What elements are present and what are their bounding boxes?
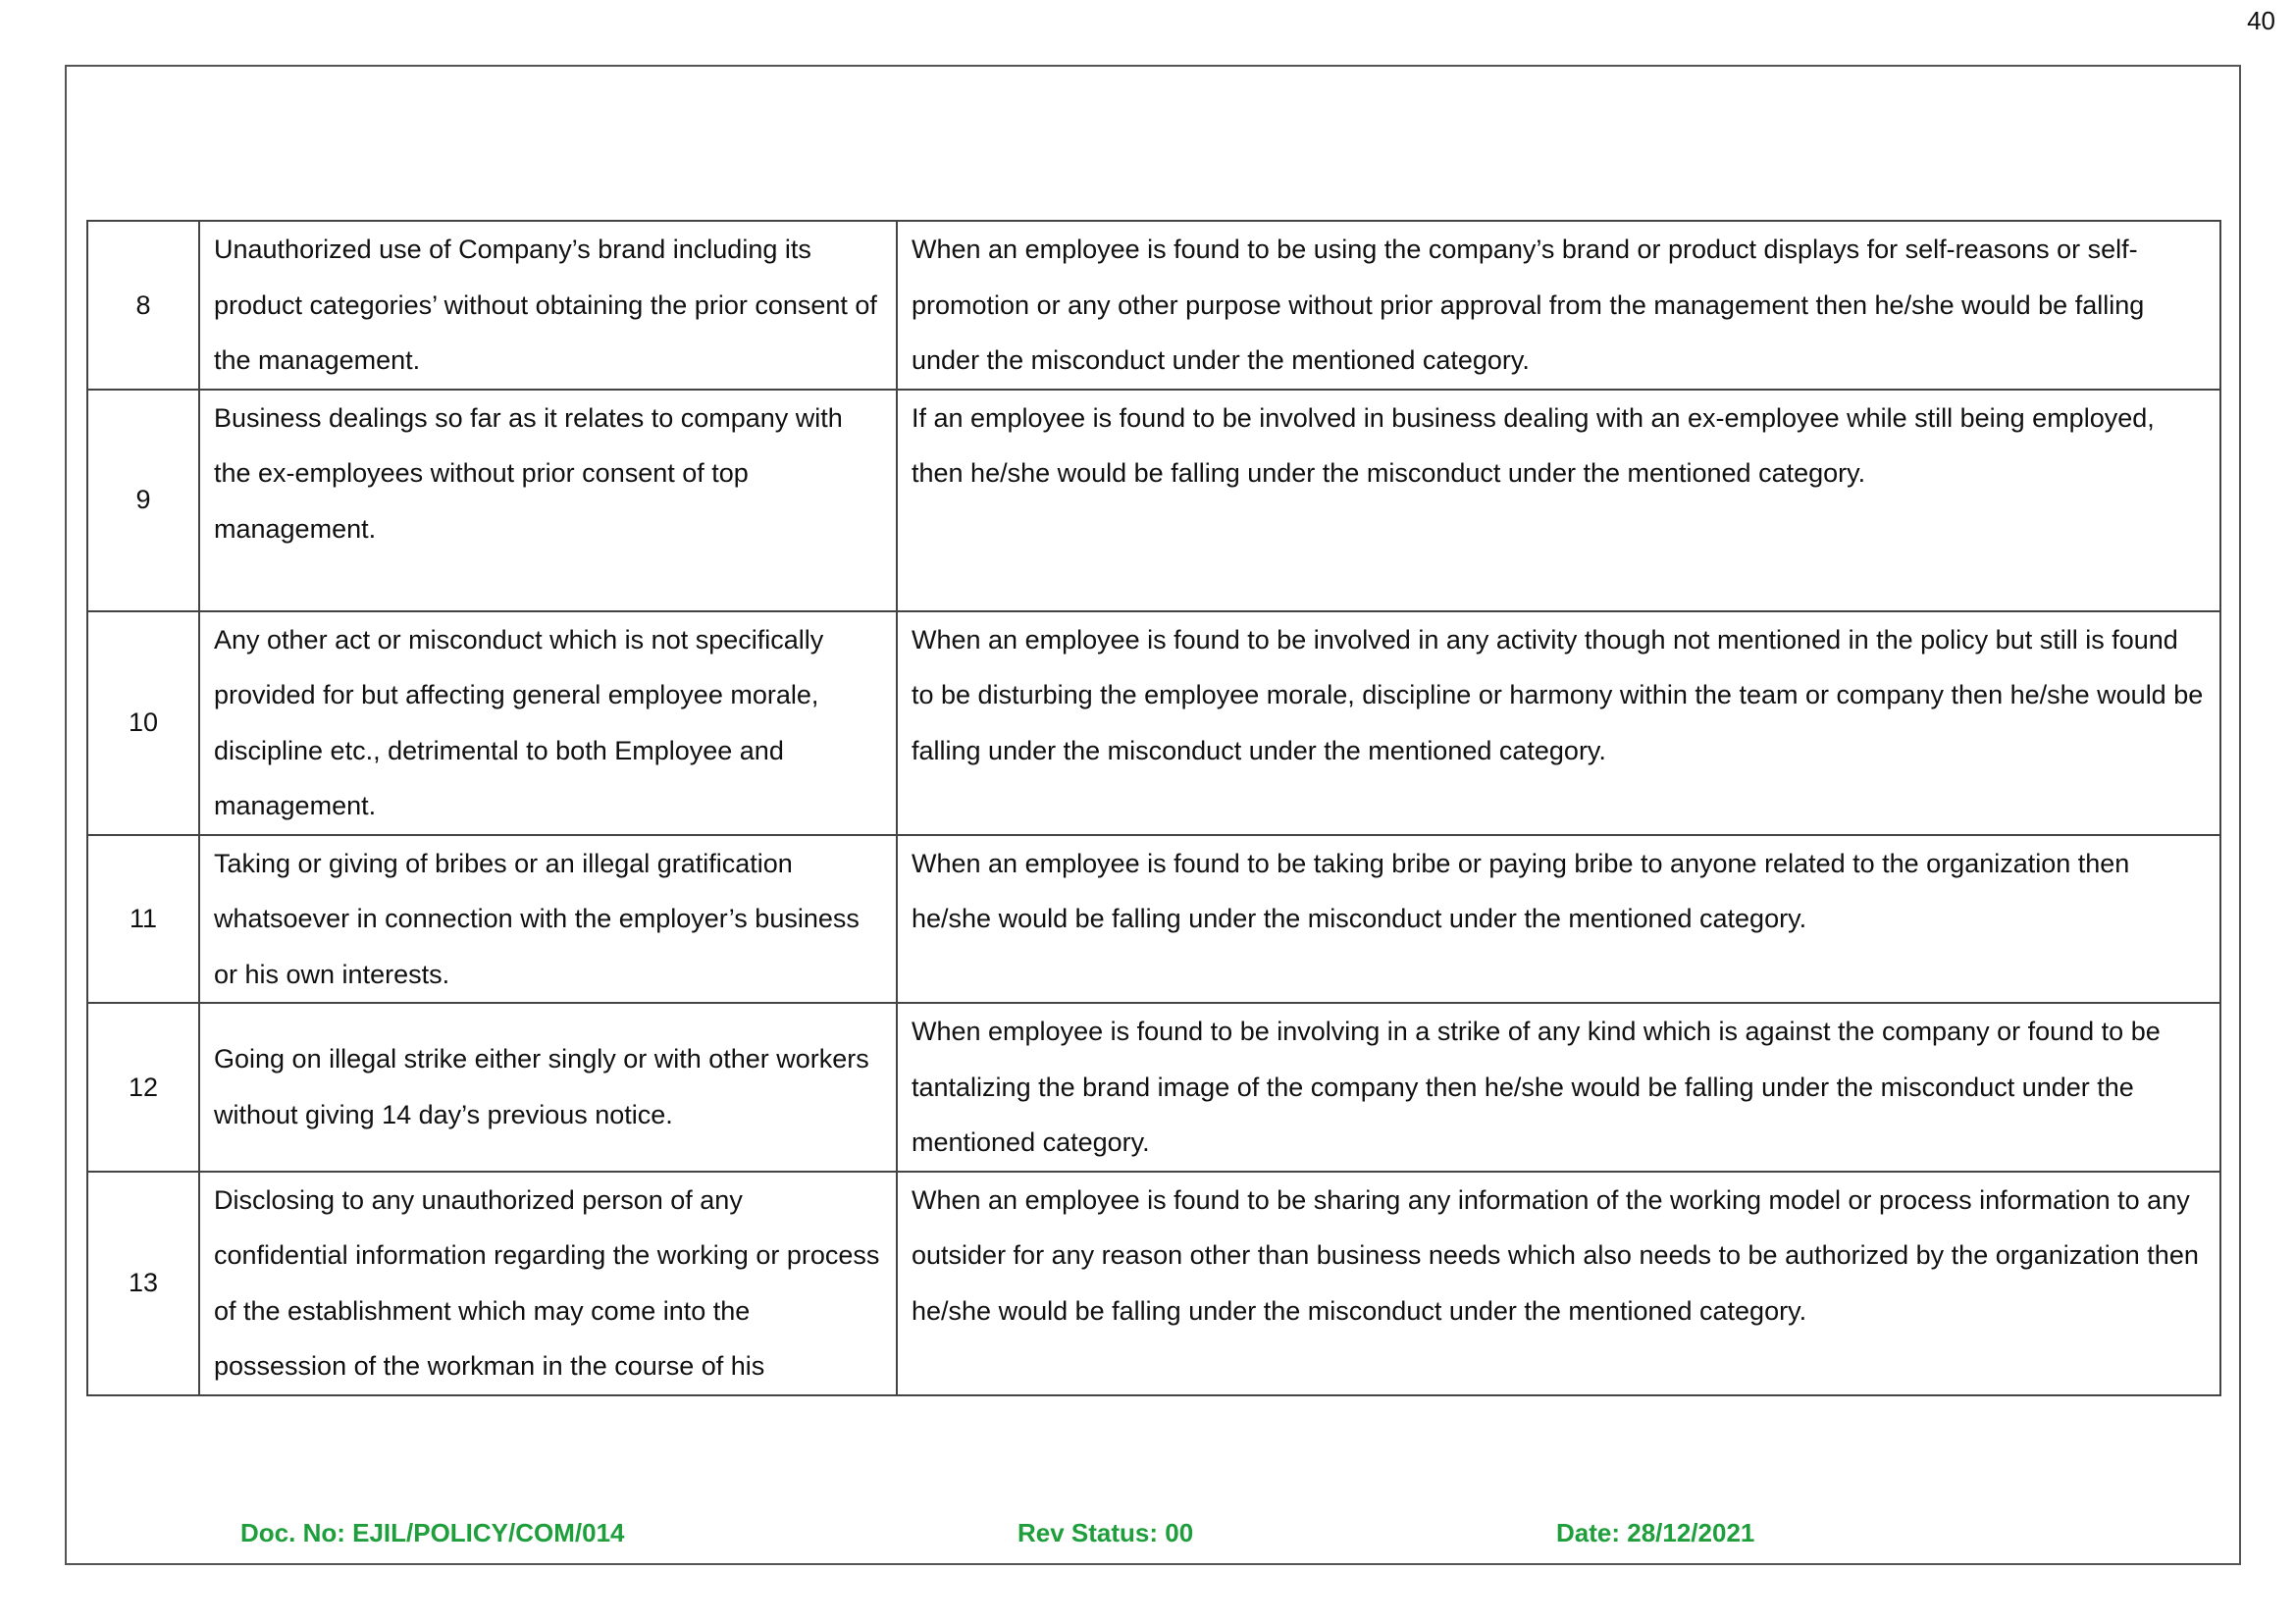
row-number: 10	[87, 611, 199, 835]
description-cell: If an employee is found to be involved in business dealing with an ex-employee while still being employed, then he/she would be falling under the misconduct under the mentioned category.	[897, 390, 2220, 611]
footer-doc-number: Doc. No: EJIL/POLICY/COM/014	[240, 1518, 625, 1547]
row-number: 8	[87, 221, 199, 390]
row-number: 13	[87, 1172, 199, 1395]
footer-date: Date: 28/12/2021	[1556, 1518, 1755, 1547]
misconduct-table	[86, 220, 2221, 1396]
table-row	[87, 390, 2220, 611]
misconduct-cell: Going on illegal strike either singly or with other workers without giving 14 day’s previous notice.	[199, 1003, 897, 1172]
row-number: 9	[87, 390, 199, 611]
description-cell: When an employee is found to be taking bribe or paying bribe to anyone related to the organization then he/she would be falling under the misconduct under the mentioned category.	[897, 835, 2220, 1004]
footer-rev-status: Rev Status: 00	[1017, 1518, 1194, 1547]
row-number: 11	[87, 835, 199, 1004]
misconduct-cell: Taking or giving of bribes or an illegal gratification whatsoever in connection with the employer’s business or his own interests.	[199, 835, 897, 1004]
misconduct-cell: Any other act or misconduct which is not specifically provided for but affecting general employee morale, discipline etc., detrimental to both Employee and management.	[199, 611, 897, 835]
row-number: 12	[87, 1003, 199, 1172]
misconduct-cell: Disclosing to any unauthorized person of any confidential information regarding the working or process of the establishment which may come into the possession of the workman in the course of his	[199, 1172, 897, 1395]
page-number: 40	[2247, 6, 2275, 35]
table-row	[87, 1172, 2220, 1395]
table-row	[87, 611, 2220, 835]
description-cell: When an employee is found to be involved in any activity though not mentioned in the policy but still is found to be disturbing the employee morale, discipline or harmony within the team or company then he/she would be falling under the misconduct under the mentioned category.	[897, 611, 2220, 835]
table-row	[87, 221, 2220, 390]
misconduct-cell: Business dealings so far as it relates to company with the ex-employees without prior consent of top management.	[199, 390, 897, 611]
description-cell: When an employee is found to be sharing any information of the working model or process information to any outsider for any reason other than business needs which also needs to be authorized by the organization then he/she would be falling under the misconduct under the mentioned category.	[897, 1172, 2220, 1395]
description-cell: When employee is found to be involving in a strike of any kind which is against the company or found to be tantalizing the brand image of the company then he/she would be falling under the misconduct under the mentioned category.	[897, 1003, 2220, 1172]
misconduct-cell: Unauthorized use of Company’s brand including its product categories’ without obtaining the prior consent of the management.	[199, 221, 897, 390]
table-row	[87, 1003, 2220, 1172]
description-cell: When an employee is found to be using the company’s brand or product displays for self-reasons or self-promotion or any other purpose without prior approval from the management then he/she would be falling under the misconduct under the mentioned category.	[897, 221, 2220, 390]
table-row	[87, 835, 2220, 1004]
